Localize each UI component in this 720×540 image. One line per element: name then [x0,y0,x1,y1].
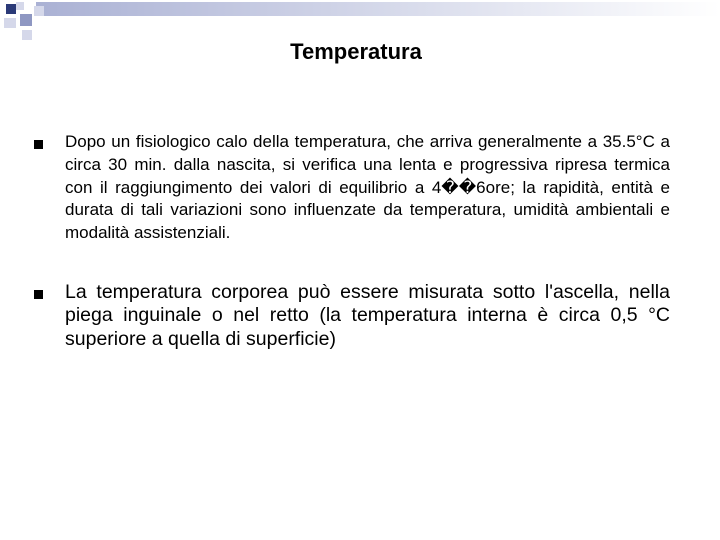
square-bullet-icon [34,140,43,149]
bullet-item [34,281,670,352]
square-bullet-icon [34,290,43,299]
bullet-list [34,131,670,351]
bullet-text: Dopo un fisiologico calo della temperatura, che arriva generalmente a 35.5°C a circa 30 min. dalla nascita, si verifica una lenta e progressiva ripresa termica con il raggiungimento dei valori di equilibrio a 4��6ore; la rapidità, entità e durata di tali variazioni sono influenzate da temperatura, umidità ambientali e modalità assistenziali. [65,132,670,243]
bullet-item [34,131,670,245]
slide-title: Temperatura [290,39,422,64]
bullet-text: La temperatura corporea può essere misurata sotto l'ascella, nella piega inguinale o nel retto (la temperatura interna è circa 0,5 °C superiore a quella di superficie) [65,280,670,350]
